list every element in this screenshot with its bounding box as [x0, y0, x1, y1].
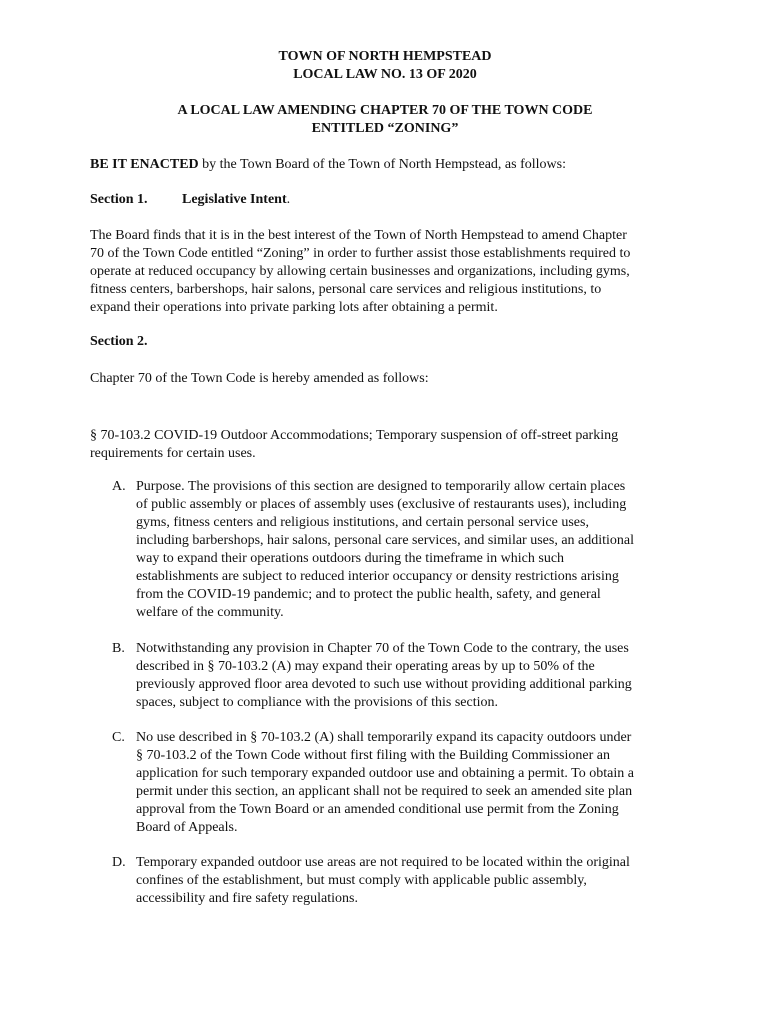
- list-item-letter: A.: [112, 479, 126, 494]
- list-item-line: welfare of the community.: [136, 605, 284, 620]
- paragraph-line: expand their operations into private parking lots after obtaining a permit.: [90, 300, 498, 315]
- list-item-line: Notwithstanding any provision in Chapter 70 of the Town Code to the contrary, the uses: [136, 641, 629, 656]
- section1-title-period: .: [286, 192, 291, 207]
- header-title-line2: ENTITLED “ZONING”: [311, 121, 459, 136]
- list-item-letter: B.: [112, 641, 125, 656]
- paragraph-line: 70 of the Town Code entitled “Zoning” in order to further assist those establishments required to: [90, 246, 631, 261]
- section1-number: Section 1.: [90, 192, 148, 207]
- list-item-letter: D.: [112, 855, 126, 870]
- paragraph-line: The Board finds that it is in the best interest of the Town of North Hempstead to amend Chapter: [90, 228, 627, 243]
- list-item-line: Temporary expanded outdoor use areas are not required to be located within the original: [136, 855, 630, 870]
- section2-intro: Chapter 70 of the Town Code is hereby amended as follows:: [90, 371, 429, 386]
- code-section-heading: [90, 427, 690, 463]
- list-item-text: [136, 854, 692, 908]
- enactment-lead: BE IT ENACTED: [90, 157, 199, 172]
- section1-paragraph: [90, 227, 690, 317]
- list-item-text: [136, 478, 692, 622]
- list-item-line: establishments are subject to reduced interior occupancy or density restrictions arising: [136, 569, 619, 584]
- list-item-line: including barbershops, hair salons, personal care services, and similar uses, an additional: [136, 533, 635, 548]
- list-item-line: spaces, subject to compliance with the provisions of this section.: [136, 695, 498, 710]
- list-item-text: [136, 640, 692, 712]
- enactment-clause: [90, 156, 690, 174]
- section1-title: Legislative Intent: [182, 192, 287, 207]
- list-item-line: gyms, fitness centers and religious institutions, and certain personal service uses,: [136, 515, 589, 530]
- paragraph-line: fitness centers, barbershops, hair salons, personal care services and religious institutions, to: [90, 282, 602, 297]
- list-item-line: No use described in § 70-103.2 (A) shall temporarily expand its capacity outdoors under: [136, 730, 632, 745]
- header-title-line1: A LOCAL LAW AMENDING CHAPTER 70 OF THE TOWN CODE: [177, 103, 593, 118]
- section1-heading: [90, 191, 690, 209]
- header-law-number: LOCAL LAW NO. 13 OF 2020: [293, 67, 477, 82]
- list-item-line: approval from the Town Board or an amended conditional use permit from the Zoning: [136, 802, 619, 817]
- list-item-line: permit under this section, an applicant shall not be required to seek an amended site plan: [136, 784, 633, 799]
- list-item-text: [136, 729, 692, 837]
- list-item-line: Purpose. The provisions of this section are designed to temporarily allow certain places: [136, 479, 626, 494]
- header-town: TOWN OF NORTH HEMPSTEAD: [278, 49, 492, 64]
- paragraph-line: operate at reduced occupancy by allowing certain businesses and organizations, including gyms,: [90, 264, 630, 279]
- enactment-rest: by the Town Board of the Town of North Hempstead, as follows:: [198, 157, 566, 172]
- list-item-line: application for such temporary expanded outdoor use and obtaining a permit. To obtain a: [136, 766, 634, 781]
- list-item-line: way to expand their operations outdoors during the timeframe in which such: [136, 551, 565, 566]
- list-item-line: described in § 70-103.2 (A) may expand their operating areas by up to 50% of the: [136, 659, 595, 674]
- list-item-line: from the COVID-19 pandemic; and to protect the public health, safety, and general: [136, 587, 601, 602]
- code-heading-line: requirements for certain uses.: [90, 446, 256, 461]
- list-item-line: confines of the establishment, but must comply with applicable public assembly,: [136, 873, 587, 888]
- list-item-line: § 70-103.2 of the Town Code without first filing with the Building Commissioner an: [136, 748, 610, 763]
- list-item-line: accessibility and fire safety regulations.: [136, 891, 358, 906]
- list-item-line: previously approved floor area devoted to such use without providing additional parking: [136, 677, 632, 692]
- list-item-letter: C.: [112, 730, 125, 745]
- list-item-line: of public assembly or places of assembly uses (exclusive of restaurants uses), including: [136, 497, 627, 512]
- code-heading-line: § 70-103.2 COVID-19 Outdoor Accommodations; Temporary suspension of off-street parking: [90, 428, 619, 443]
- section2-heading: Section 2.: [90, 334, 148, 349]
- list-item-line: Board of Appeals.: [136, 820, 238, 835]
